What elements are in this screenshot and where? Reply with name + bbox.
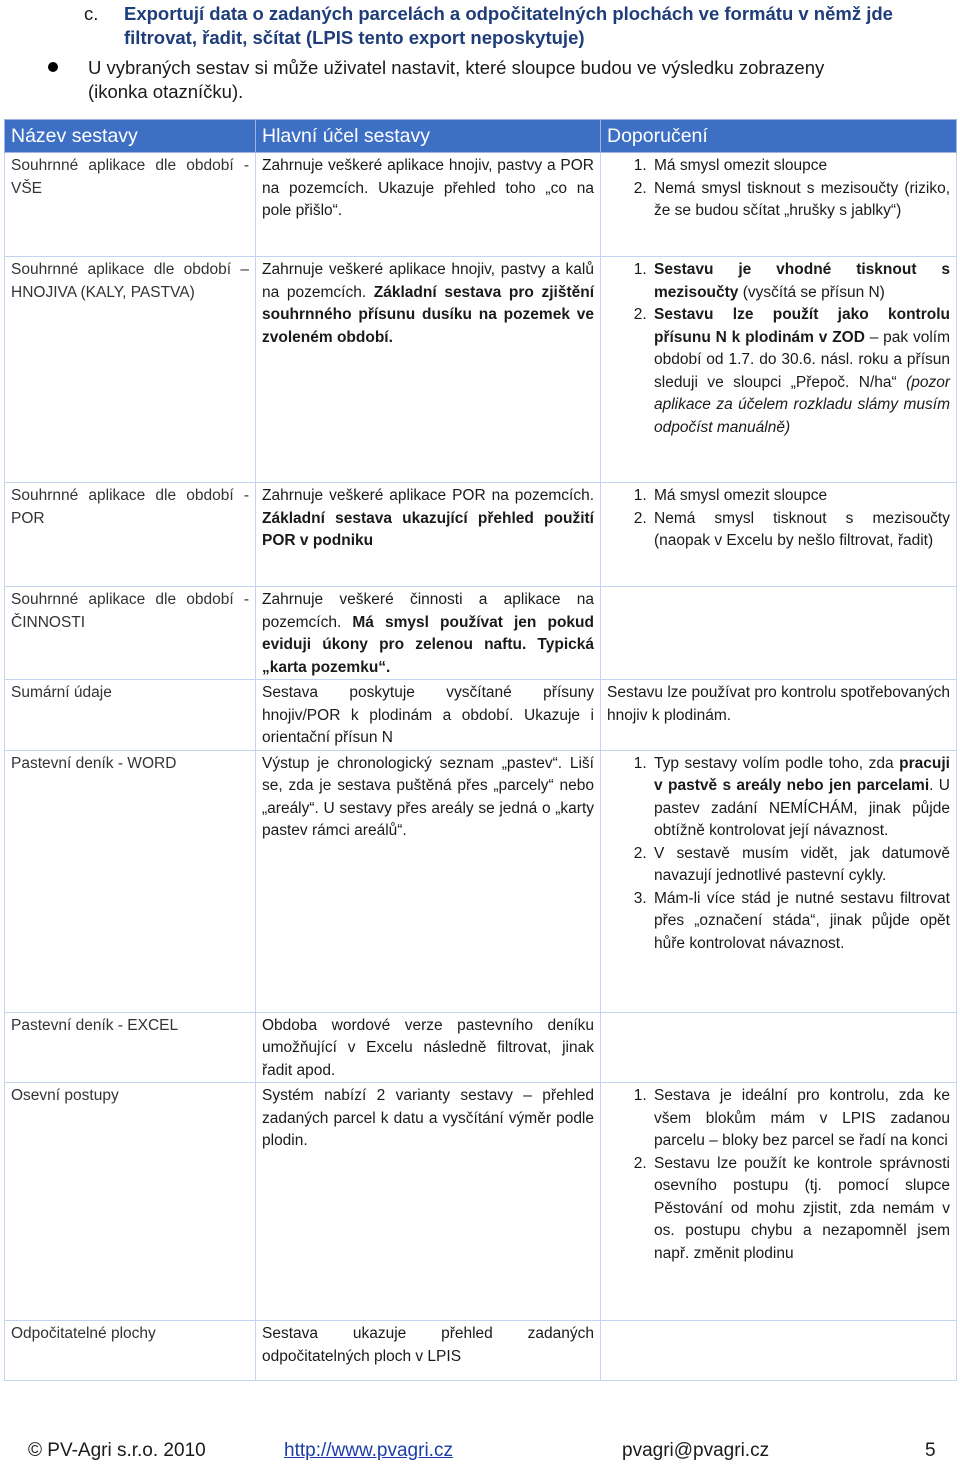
recommendation-item — [651, 1153, 950, 1266]
recommendation-cell: Sestavu lze používat pro kontrolu spotřebovaných hnojiv k plodinám. — [601, 680, 957, 751]
table-row — [5, 1083, 957, 1321]
recommendation-cell — [601, 750, 957, 1012]
text-run: . U pastev zadání NEMÍCHÁM, jinak půjde obtížně kontrolovat její návaznost. — [654, 777, 951, 839]
recommendation-item — [651, 508, 950, 553]
text-run: Typ sestavy volím podle toho, zda — [654, 754, 900, 772]
text-run: (vysčítá se přísun N) — [738, 283, 885, 301]
bullet-dot — [48, 62, 58, 72]
text-run: V sestavě musím vidět, jak datumově navazují jednotlivé pastevní cykly. — [654, 844, 950, 884]
report-name-cell: Osevní postupy — [5, 1083, 256, 1321]
recommendation-cell — [601, 1083, 957, 1321]
purpose-cell — [256, 1012, 601, 1083]
text-run: Sestavu lze použít jako kontrolu přísunu N k plodinám v ZOD — [654, 306, 950, 346]
table-row — [5, 257, 957, 483]
purpose-cell — [256, 1083, 601, 1321]
table-row — [5, 1012, 957, 1083]
text-run: Sestava ukazuje přehled zadaných odpočitatelných ploch v LPIS — [262, 1325, 594, 1365]
item-c-line2: filtrovat, řadit, sčítat (LPIS tento export neposkytuje) — [124, 27, 585, 48]
report-name-cell: Souhrnné aplikace dle období - VŠE — [5, 153, 256, 257]
recommendation-cell — [601, 153, 957, 257]
recommendation-item — [651, 178, 950, 223]
bullet-line2: (ikonka otazníčku). — [88, 81, 244, 102]
text-run: Zahrnuje veškeré aplikace hnojiv, pastvy a POR na pozemcích. Ukazuje přehled toho „co na pole přišlo“. — [262, 157, 594, 219]
text-run: Základní sestava ukazující přehled použití POR v podniku — [262, 509, 594, 549]
item-c-line1: Exportují data o zadaných parcelách a odpočitatelných plochách ve formátu v němž jde — [124, 3, 893, 24]
text-run: Systém nabízí 2 varianty sestavy – přehled zadaných parcel k datu a vysčítání výměr podle plodin. — [262, 1087, 594, 1149]
purpose-cell — [256, 1321, 601, 1381]
recommendation-list — [607, 485, 950, 553]
table-row — [5, 587, 957, 680]
text-run: Základní sestava pro zjištění souhrnného přísunu dusíku na pozemek ve zvoleném období. — [262, 283, 594, 346]
table-row — [5, 680, 957, 751]
table-row — [5, 750, 957, 1012]
text-run: Má smysl omezit sloupce — [654, 157, 828, 174]
purpose-cell — [256, 153, 601, 257]
text-run: Zahrnuje veškeré aplikace POR na pozemcích. — [262, 487, 594, 504]
text-run: Sestavu lze použít ke kontrole správnosti osevního postupu (tj. pomocí slupce Pěstování od mohu zjistit, zda nemám v os. postupu chybu a nezapomněl jsem např. změnit plodinu — [654, 1154, 950, 1262]
footer-page-number: 5 — [925, 1440, 936, 1461]
recommendation-item — [651, 843, 950, 888]
recommendation-item — [651, 485, 950, 508]
purpose-cell — [256, 483, 601, 587]
bullet-line1: U vybraných sestav si může uživatel nastavit, které sloupce budou ve výsledku zobrazeny — [88, 57, 825, 78]
table-row — [5, 153, 957, 257]
text-run: Obdoba wordové verze pastevního deníku umožňující v Excelu následně filtrovat, jinak řadit apod. — [262, 1016, 594, 1079]
purpose-cell — [256, 750, 601, 1012]
text-run: Zahrnuje veškeré činnosti a aplikace na pozemcích. — [262, 591, 594, 631]
header-main-purpose: Hlavní účel sestavy — [256, 120, 601, 153]
text-run: Nemá smysl tisknout s mezisoučty (riziko, že se budou sčítat „hrušky s jablky“) — [654, 179, 950, 219]
report-name-cell: Souhrnné aplikace dle období - ČINNOSTI — [5, 587, 256, 680]
report-name-cell: Souhrnné aplikace dle období – HNOJIVA (KALY, PASTVA) — [5, 257, 256, 483]
text-run: Má smysl omezit sloupce — [654, 487, 828, 504]
table-header-row — [5, 120, 957, 153]
text-run: Sestavu je vhodné tisknout s mezisoučty — [654, 261, 950, 301]
footer-copyright: © PV-Agri s.r.o. 2010 — [28, 1440, 206, 1461]
table-body — [5, 153, 957, 1381]
text-run: – pak volím období od 1.7. do 30.6. násl. roku a přísun sleduji ve sloupci „Přepoč. N/ha“ — [654, 328, 950, 391]
recommendation-list — [607, 1085, 950, 1265]
recommendation-item — [651, 259, 950, 304]
recommendation-item — [651, 155, 950, 178]
report-name-cell: Pastevní deník - EXCEL — [5, 1012, 256, 1083]
text-run: pracuji v pastvě s areály nebo jen parcelami — [654, 754, 950, 794]
recommendation-item — [651, 888, 950, 956]
report-name-cell: Souhrnné aplikace dle období - POR — [5, 483, 256, 587]
report-table — [4, 119, 957, 1381]
recommendation-list — [607, 259, 950, 439]
purpose-cell — [256, 257, 601, 483]
text-run: Zahrnuje veškeré aplikace hnojiv, pastvy a kalů na pozemcích. — [262, 261, 594, 301]
purpose-cell — [256, 680, 601, 751]
text-run: Nemá smysl tisknout s mezisoučty (naopak v Excelu by nešlo filtrovat, řadit) — [654, 509, 950, 549]
table-row — [5, 483, 957, 587]
recommendation-cell — [601, 1012, 957, 1083]
footer-website-link[interactable]: http://www.pvagri.cz — [284, 1440, 453, 1461]
report-name-cell: Odpočitatelné plochy — [5, 1321, 256, 1381]
recommendation-cell — [601, 587, 957, 680]
text-run: Sestava poskytuje vysčítané přísuny hnojiv/POR k plodinám a období. Ukazuje i orientační přísun N — [262, 684, 594, 746]
recommendation-cell — [601, 1321, 957, 1381]
recommendation-list — [607, 753, 950, 956]
text-run: Sestava je ideální pro kontrolu, zda ke všem blokům mám v LPIS zadanou parcelu – bloky bez parcel se řadí na konci — [654, 1087, 950, 1149]
recommendation-item — [651, 304, 950, 439]
recommendation-cell — [601, 257, 957, 483]
text-run: (pozor aplikace za účelem rozkladu slámy musím odpočíst manuálně) — [654, 373, 950, 436]
purpose-cell — [256, 587, 601, 680]
item-c-marker: c. — [84, 3, 99, 24]
text-run: Mám-li více stád je nutné sestavu filtrovat přes „označení stáda“, jinak půjde opět hůře kontrolovat návaznost. — [654, 889, 950, 952]
recommendation-item — [651, 1085, 950, 1153]
text-run: Má smysl používat jen pokud eviduji úkony pro zelenou naftu. Typická „karta pozemku“. — [262, 613, 594, 676]
header-report-name: Název sestavy — [5, 120, 256, 153]
recommendation-list — [607, 155, 950, 223]
text-run: Výstup je chronologický seznam „pastev“. Liší se, zda je sestava puštěná přes „parcely“ nebo „areály“. U sestavy přes areály se jedná o „karty pastev rámci areálů“. — [262, 754, 594, 839]
report-name-cell: Pastevní deník - WORD — [5, 750, 256, 1012]
page-footer — [0, 1440, 960, 1470]
recommendation-item — [651, 753, 950, 843]
report-name-cell: Sumární údaje — [5, 680, 256, 751]
recommendation-cell — [601, 483, 957, 587]
footer-email: pvagri@pvagri.cz — [622, 1440, 770, 1461]
table-row — [5, 1321, 957, 1381]
header-recommendation: Doporučení — [601, 120, 957, 153]
